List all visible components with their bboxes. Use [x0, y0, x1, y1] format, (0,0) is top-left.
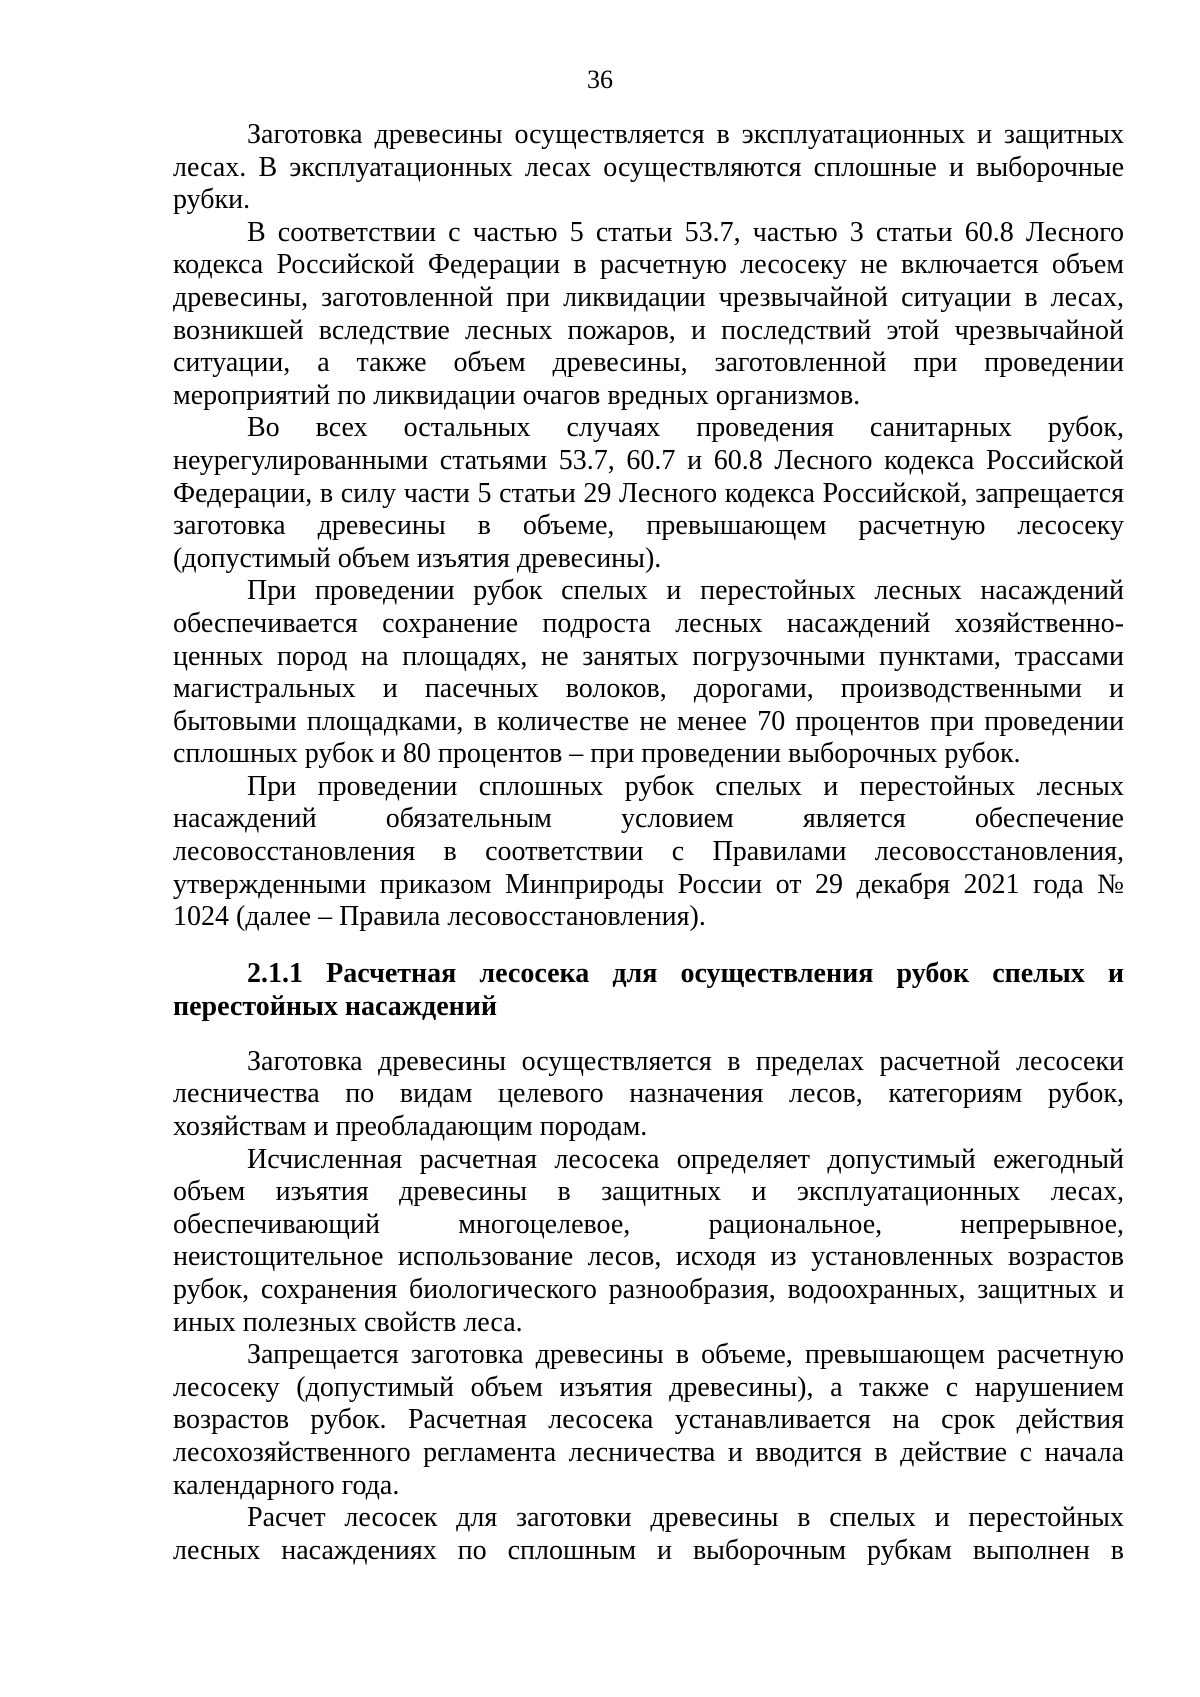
paragraph-undergrowth-preservation: При проведении рубок спелых и перестойных лесных насаждений обеспечивается сохранение подроста лесных насаждений хозяйственно-ценных пород на площадях, не занятых погрузочными пунктами, трассами магистральных и пасечных волоков, дорогами, производственными и бытовыми площадками, в количестве не менее 70 процентов при проведении сплошных рубок и 80 процентов – при проведении выборочных рубок. [173, 575, 1124, 770]
paragraph-allowable-cut-limits: Заготовка древесины осуществляется в пределах расчетной лесосеки лесничества по видам целевого назначения лесов, категориям рубок, хозяйствам и преобладающим породам. [173, 1045, 1124, 1143]
paragraph-cut-prohibitions: Запрещается заготовка древесины в объеме, превышающем расчетную лесосеку (допустимый объем изъятия древесины), а также с нарушением возрастов рубок. Расчетная лесосека устанавливается на срок действия лесохозяйственного регламента лесничества и вводится в действие с начала календарного года. [173, 1339, 1124, 1501]
paragraph-harvesting-forests: Заготовка древесины осуществляется в эксплуатационных и защитных лесах. В эксплуатационных лесах осуществляются сплошные и выборочные рубки. [173, 119, 1124, 216]
paragraph-sanitary-felling: Во всех остальных случаях проведения санитарных рубок, неурегулированными статьями 53.7, 60.7 и 60.8 Лесного кодекса Российской Федерации, в силу части 5 статьи 29 Лесного кодекса Российской, запрещается заготовка древесины в объеме, превышающем расчетную лесосеку (допустимый объем изъятия древесины). [173, 412, 1124, 574]
section-heading: 2.1.1 Расчетная лесосека для осуществления рубок спелых и перестойных насаждений [173, 957, 1124, 1023]
paragraph-cut-calculation: Расчет лесосек для заготовки древесины в спелых и перестойных лесных насаждениях по сплошным и выборочным рубкам выполнен в [173, 1502, 1124, 1566]
page-number: 36 [587, 65, 613, 94]
paragraph-forest-code-exclusions: В соответствии с частью 5 статьи 53.7, частью 3 статьи 60.8 Лесного кодекса Российской Федерации в расчетную лесосеку не включается объем древесины, заготовленной при ликвидации чрезвычайной ситуации в лесах, возникшей вследствие лесных пожаров, и последствий этой чрезвычайной ситуации, а также объем древесины, заготовленной при проведении мероприятий по ликвидации очагов вредных организмов. [173, 216, 1124, 411]
document-body [173, 119, 1124, 1567]
paragraph-calculated-cut-definition: Исчисленная расчетная лесосека определяет допустимый ежегодный объем изъятия древесины в защитных и эксплуатационных лесах, обеспечивающий многоцелевое, рациональное, непрерывное, неистощительное использование лесов, исходя из установленных возрастов рубок, сохранения биологического разнообразия, водоохранных, защитных и иных полезных свойств леса. [173, 1143, 1124, 1338]
paragraph-reforestation-condition: При проведении сплошных рубок спелых и перестойных лесных насаждений обязательным условием является обеспечение лесовосстановления в соответствии с Правилами лесовосстановления, утвержденными приказом Минприроды России от 29 декабря 2021 года № 1024 (далее – Правила лесовосстановления). [173, 770, 1124, 933]
